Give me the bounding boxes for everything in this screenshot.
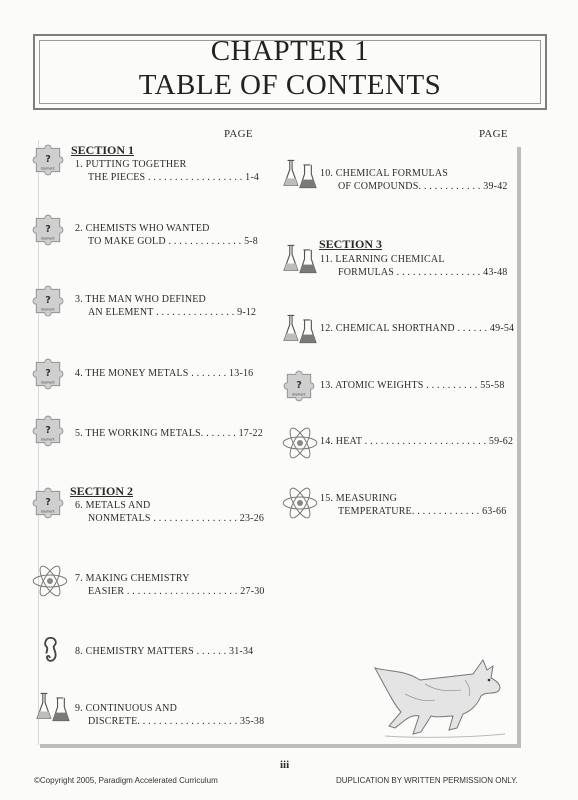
toc-entry-10 bbox=[320, 167, 508, 193]
page-header-left: PAGE bbox=[224, 128, 253, 140]
page-number: iii bbox=[280, 759, 290, 771]
entry-title: 14. HEAT . . . . . . . . . . . . . . . . . . . . . . . 59-62 bbox=[320, 436, 514, 447]
entry-title-cont: TEMPERATURE. . . . . . . . . . . . . 63-66 bbox=[338, 506, 507, 517]
entry-title: 12. CHEMICAL SHORTHAND . . . . . . 49-54 bbox=[320, 323, 515, 334]
toc-entry-14 bbox=[320, 435, 513, 448]
flask-icon bbox=[283, 242, 317, 276]
copyright-text: ©Copyright 2005, Paradigm Accelerated Curriculum bbox=[34, 776, 218, 785]
entry-title-cont: DISCRETE. . . . . . . . . . . . . . . . . . . 35-38 bbox=[88, 716, 265, 727]
toc-entry-4 bbox=[75, 367, 253, 380]
entry-title: 4. THE MONEY METALS . . . . . . . 13-16 bbox=[75, 368, 254, 379]
entry-title-cont: TO MAKE GOLD . . . . . . . . . . . . . . 5-8 bbox=[88, 236, 258, 247]
title-box bbox=[33, 34, 547, 110]
section-2-heading: SECTION 2 bbox=[70, 484, 134, 498]
entry-title-cont: NONMETALS . . . . . . . . . . . . . . . . 23-26 bbox=[88, 513, 265, 524]
toc-entry-8 bbox=[75, 645, 253, 658]
wolf-illustration bbox=[365, 650, 510, 742]
toc-entry-15 bbox=[320, 492, 506, 518]
entry-title: 7. MAKING CHEMISTRY bbox=[75, 573, 190, 584]
frame-bottom-shadow bbox=[40, 744, 521, 748]
entry-title-cont: AN ELEMENT . . . . . . . . . . . . . . . 9-12 bbox=[88, 307, 257, 318]
flask-icon bbox=[283, 157, 317, 191]
chapter-title: CHAPTER 1 bbox=[210, 35, 370, 67]
toc-entry-2 bbox=[75, 222, 258, 248]
entry-title: 9. CONTINUOUS AND bbox=[75, 703, 178, 714]
puzzle-icon bbox=[32, 415, 64, 447]
atom-icon bbox=[32, 563, 68, 599]
entry-title: 3. THE MAN WHO DEFINED bbox=[75, 294, 206, 305]
entry-title: 1. PUTTING TOGETHER bbox=[75, 159, 187, 170]
entry-title-cont: THE PIECES . . . . . . . . . . . . . . . . . . 1-4 bbox=[88, 172, 260, 183]
entry-title: 5. THE WORKING METALS. . . . . . . 17-22 bbox=[75, 428, 263, 439]
toc-entry-5 bbox=[75, 427, 263, 440]
puzzle-icon bbox=[32, 214, 64, 246]
toc-entry-12 bbox=[320, 322, 514, 335]
seahorse-icon bbox=[36, 633, 66, 667]
entry-title-cont: OF COMPOUNDS. . . . . . . . . . . . 39-42 bbox=[338, 181, 508, 192]
page-header-right: PAGE bbox=[479, 128, 508, 140]
puzzle-icon bbox=[32, 487, 64, 519]
flask-icon bbox=[36, 690, 70, 724]
permission-notice: DUPLICATION BY WRITTEN PERMISSION ONLY. bbox=[336, 776, 518, 785]
puzzle-icon bbox=[32, 358, 64, 390]
toc-entry-13 bbox=[320, 379, 505, 392]
puzzle-icon bbox=[283, 370, 315, 402]
frame-right-shadow bbox=[517, 147, 521, 748]
toc-entry-6 bbox=[75, 499, 264, 525]
entry-title: 11. LEARNING CHEMICAL bbox=[320, 254, 445, 265]
section-1-heading: SECTION 1 bbox=[71, 143, 135, 157]
toc-entry-3 bbox=[75, 293, 256, 319]
toc-entry-11 bbox=[320, 253, 508, 279]
entry-title-cont: EASIER . . . . . . . . . . . . . . . . . . . . . 27-30 bbox=[88, 586, 265, 597]
entry-title: 13. ATOMIC WEIGHTS . . . . . . . . . . 55-58 bbox=[320, 380, 505, 391]
puzzle-icon bbox=[32, 285, 64, 317]
section-3-heading: SECTION 3 bbox=[319, 237, 383, 251]
atom-icon bbox=[282, 425, 318, 461]
entry-title: 6. METALS AND bbox=[75, 500, 151, 511]
puzzle-icon bbox=[32, 144, 64, 176]
contents-title: TABLE OF CONTENTS bbox=[138, 69, 442, 101]
toc-entry-1 bbox=[75, 158, 259, 184]
entry-title-cont: FORMULAS . . . . . . . . . . . . . . . . 43-48 bbox=[338, 267, 508, 278]
toc-entry-7 bbox=[75, 572, 265, 598]
entry-title: 8. CHEMISTRY MATTERS . . . . . . 31-34 bbox=[75, 646, 254, 657]
entry-title: 15. MEASURING bbox=[320, 493, 398, 504]
entry-title: 10. CHEMICAL FORMULAS bbox=[320, 168, 449, 179]
flask-icon bbox=[283, 312, 317, 346]
atom-icon bbox=[282, 485, 318, 521]
entry-title: 2. CHEMISTS WHO WANTED bbox=[75, 223, 210, 234]
toc-entry-9 bbox=[75, 702, 264, 728]
